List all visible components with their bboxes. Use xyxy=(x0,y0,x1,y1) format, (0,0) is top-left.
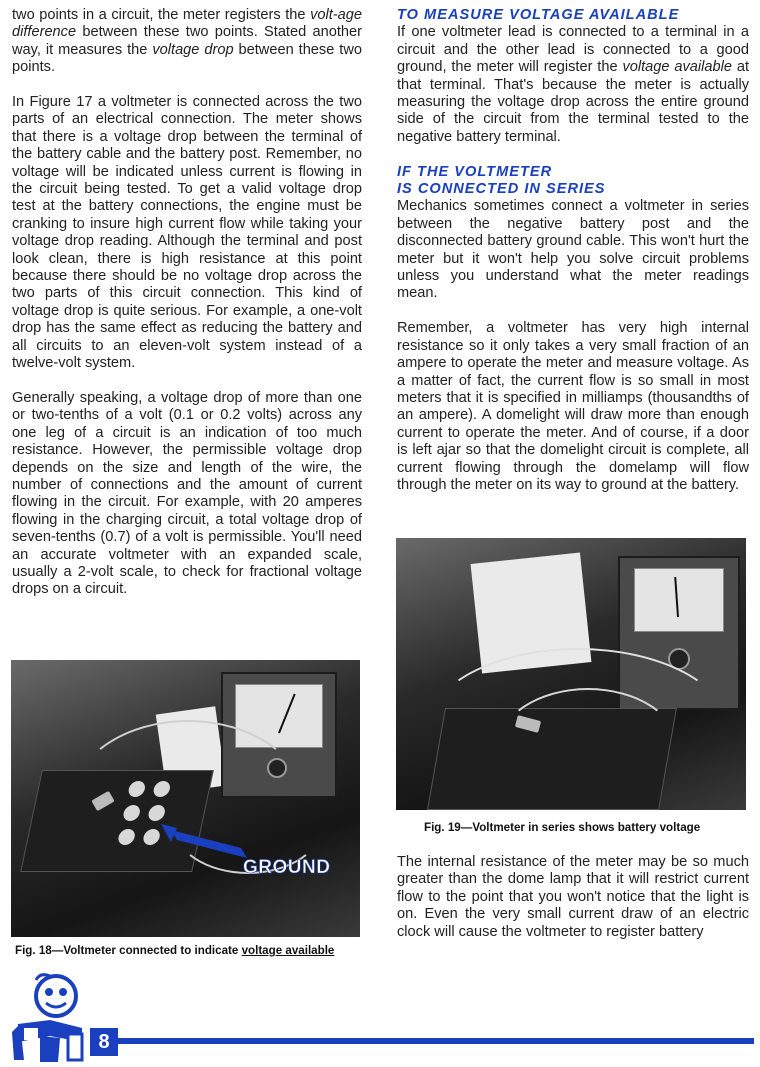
meter-face xyxy=(634,568,724,632)
right-paragraph-1: If one voltmeter lead is connected to a terminal in a circuit and the other lead is connected to a good ground, the meter will register the voltage available at that terminal. That's because the meter is actually measuring the voltage drop across the entire ground side of the circuit from the terminal tested to the negative battery terminal. xyxy=(397,24,749,145)
footer-rule xyxy=(118,1038,754,1044)
right-paragraph-4-block xyxy=(397,854,749,941)
right-paragraph-2: Mechanics sometimes connect a voltmeter in series between the negative battery post and the disconnected battery ground cable. This won't hurt the meter but it won't help you solve circuit problems unless you understand what the meter readings mean. xyxy=(397,198,749,302)
section-heading-series: IF THE VOLTMETER IS CONNECTED IN SERIES xyxy=(397,163,606,198)
figure-18-caption: Fig. 18—Voltmeter connected to indicate voltage available xyxy=(15,944,335,957)
figure-19-photo xyxy=(396,538,746,810)
right-column xyxy=(397,7,749,494)
figure-19-caption: Fig. 19—Voltmeter in series shows battery voltage xyxy=(424,821,701,834)
right-paragraph-3: Remember, a voltmeter has very high internal resistance so it only takes a very small fraction of an ampere to operate the meter and measure voltage. As a matter of fact, the current flow is so small in most meters that it is specified in milliamps (thousandths of an ampere). A domelight will draw more than enough current to operate the meter. And of course, if a door is left ajar so that the domelight circuit is complete, all current flowing through the domelamp will flow through the meter on its way to ground at the battery. xyxy=(397,320,749,493)
left-paragraph-2: In Figure 17 a voltmeter is connected across the two parts of an electrical connection. The meter shows that there is a voltage drop between the terminal of the battery cable and the battery post. Remember, no voltage will be indicated unless current is flowing in the circuit being tested. To get a valid voltage drop test at the battery connections, the engine must be cranking to insure high current flow while taking your voltage drop reading. Although the terminal and post look clean, there is high resistance at this point because there should be no voltage drop across the two parts of this circuit connection. This kind of voltage drop is quite serious. For example, a one-volt drop has the same effect as reducing the battery and all circuits to an eleven-volt system instead of a twelve-volt system. xyxy=(12,94,362,372)
section-heading-voltage-available: TO MEASURE VOLTAGE AVAILABLE xyxy=(397,7,680,23)
meter-needle xyxy=(674,577,679,617)
left-paragraph-3: Generally speaking, a voltage drop of more than one or two-tenths of a volt (0.1 or 0.2 volts) across any one leg of a circuit is an indication of too much resistance. However, the permissible voltage drop depends on the size and length of the wire, the number of connections and the amount of current flowing in the circuit. For example, with 20 amperes flowing in the charging circuit, a total voltage drop of seven-tenths (0.7) of a volt is permissible. You'll need an accurate voltmeter with an expanded scale, usually a 2-volt scale, to check for fractional voltage drops on a circuit. xyxy=(12,389,362,598)
page-number: 8 xyxy=(90,1028,118,1056)
ground-callout: GROUND xyxy=(243,857,331,878)
figure-18-photo xyxy=(11,660,360,937)
test-lead xyxy=(496,688,680,810)
left-column xyxy=(12,7,362,599)
meter-needle xyxy=(278,694,296,734)
right-paragraph-4: The internal resistance of the meter may be so much greater than the dome lamp that it will restrict current flow to the point that you won't notice that the light is on. Even the very small current draw of an electric clock will cause the voltmeter to register battery xyxy=(397,854,749,940)
left-paragraph-1: two points in a circuit, the meter registers the volt-age difference between these two points. Stated another way, it measures the voltage drop between these two points. xyxy=(12,7,362,76)
